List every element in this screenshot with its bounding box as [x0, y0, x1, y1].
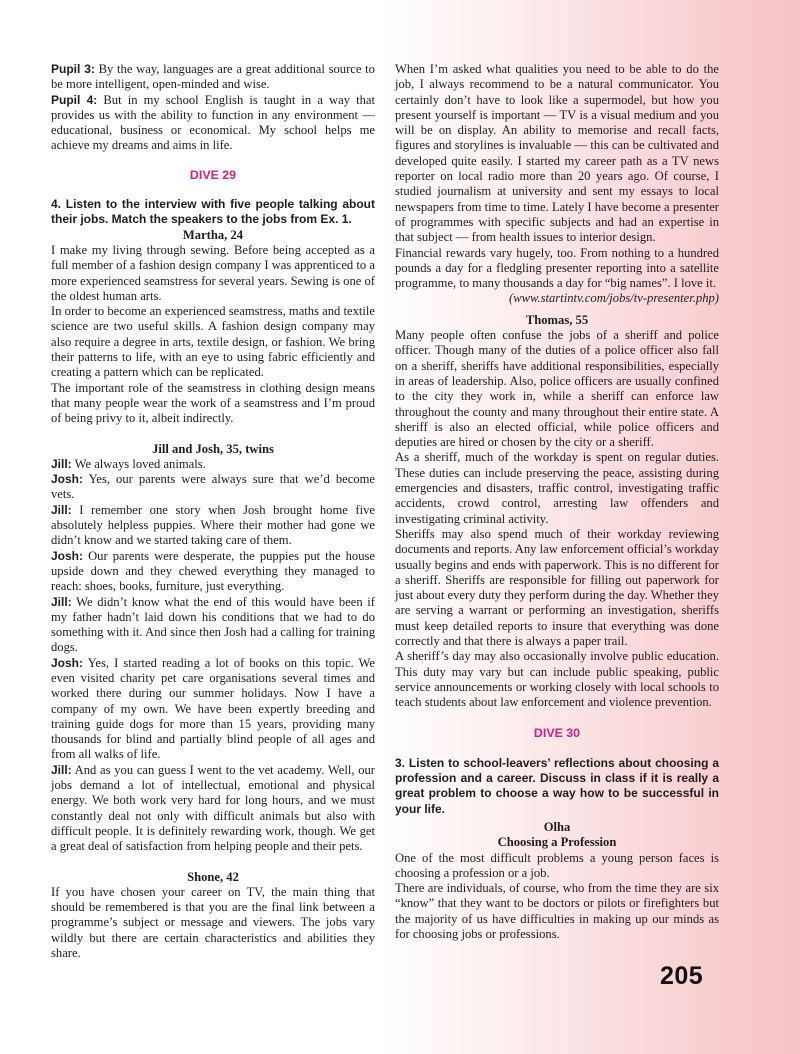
martha-paragraph: In order to become an experienced seamstress, maths and textile science are two useful skills. A fashion design company may also require a degree in arts, textile design, or fashion. We bring their patterns to life, with an eye to using fabric efficiently and creating a pattern which can be replicated.	[51, 304, 375, 380]
task-4-instructions: 4. Listen to the interview with five people talking about their jobs. Match the speakers to the jobs from Ex. 1.	[51, 197, 375, 227]
speaker-label: Pupil 3:	[51, 62, 95, 76]
twins-heading: Jill and Josh, 35, twins	[152, 441, 274, 456]
source-url: (www.startintv.com/jobs/tv-presenter.php)	[509, 291, 719, 306]
thomas-paragraph: Many people often confuse the jobs of a sheriff and police officer. Though many of the duties of a police officer also fall on a sheriff, sheriffs have additional responsibilities, especially in areas of leadership. Also, police officers are usually confined to the city they work in, while a sheriff can enforce law throughout the county and many throughout their entire state. A sheriff is also an elected official, while police officers and deputies are hired or chosen by the city or a sheriff.	[395, 328, 719, 450]
speaker-label: Josh:	[51, 472, 84, 487]
thomas-heading: Thomas, 55	[525, 312, 589, 327]
pupils-dialogue	[51, 62, 375, 154]
speaker-label: Jill:	[51, 594, 72, 609]
martha-paragraph: I make my living through sewing. Before being accepted as a full member of a fashion design company I was apprenticed to a more experienced seamstress for several years. Sewing is one of the oldest human arts.	[51, 242, 375, 303]
martha-heading: Martha, 24	[182, 227, 244, 242]
speaker-label: Pupil 4:	[51, 92, 98, 107]
dialogue-text: Yes, our parents were always sure that we’d become vets.	[51, 472, 375, 502]
dive-29-heading: DIVE 29	[189, 167, 237, 182]
dialogue-text: But in my school English is taught in a way that provides us with the ability to function in any environment — educational, business or economical. My school helps me achieve my dreams and aims in life.	[51, 92, 375, 153]
dialogue-text: And as you can guess I went to the vet academy. Well, our jobs demand a lot of intellectual, emotional and physical energy. We both work very hard for long hours, and we must constantly deal not only with difficult animals but also with difficult people. It is definitely rewarding work, though. We get a great deal of satisfaction from helping people and their pets.	[51, 762, 375, 854]
thomas-paragraph: As a sheriff, much of the workday is spent on regular duties. These duties can include preserving the peace, assisting during emergencies and disasters, traffic control, investigating traffic accidents, crowd control, arresting law offenders and investigating criminal activity.	[395, 450, 719, 526]
page-number: 205	[660, 962, 704, 990]
olha-name: Olha	[543, 819, 571, 834]
speaker-label: Josh:	[51, 655, 84, 670]
dialogue-text: Our parents were desperate, the puppies put the house upside down and they chewed everything they managed to reach: shoes, books, furniture, just everything.	[51, 548, 375, 594]
dialogue-text: By the way, languages are a great additional source to be more intelligent, open-minded and wise.	[51, 62, 375, 92]
speaker-label: Josh:	[51, 548, 84, 563]
shone-paragraph: If you have chosen your career on TV, the main thing that should be remembered is that you are the final link between a programme’s subject or message and viewers. The jobs vary wildly but there are certain characteristics and abilities they share.	[51, 884, 375, 961]
olha-paragraph: There are individuals, of course, who from the time they are six “know” that they want to be doctors or pilots or firefighters but the majority of us have difficulties in making up our minds as for choosing jobs or professions.	[395, 881, 719, 942]
dialogue-line	[51, 472, 375, 503]
thomas-paragraph: A sheriff’s day may also occasionally involve public education. This duty may vary but can include public speaking, public service announcements or working closely with local schools to teach students about law enforcement and violence prevention.	[395, 649, 719, 710]
olha-paragraph: One of the most difficult problems a young person faces is choosing a profession or a job.	[395, 850, 719, 880]
speaker-label: Jill:	[51, 502, 72, 517]
dialogue-line	[51, 503, 375, 549]
dialogue-line	[51, 62, 375, 93]
dialogue-text: I remember one story when Josh brought home five absolutely helpless puppies. Where their mother had gone we didn’t know and we started taking care of them.	[51, 502, 375, 548]
task-3-instructions: 3. Listen to school-leavers’ reflections about choosing a profession and a career. Discuss in class if it is really a great problem to choose a way how to be successful in your life.	[395, 755, 719, 816]
martha-paragraph: The important role of the seamstress in clothing design means that many people wear the work of a seamstress and I’m proud of being privy to it, albeit indirectly.	[51, 380, 375, 426]
dialogue-text: We always loved animals.	[71, 456, 206, 471]
right-column	[395, 62, 719, 942]
dialogue-line	[51, 93, 375, 154]
thomas-paragraph: Sheriffs may also spend much of their workday reviewing documents and reports. Any law enforcement official’s workday usually begins and ends with paperwork. This is no different for a sheriff. Sheriffs are responsible for filling out paperwork for just about every duty they perform during the day. Whether they are serving a warrant or performing an investigation, sheriffs must keep detailed reports to insure that everything was done correctly and that there is always a paper trail.	[395, 526, 719, 648]
speaker-label: Jill:	[51, 456, 72, 471]
dialogue-text: Yes, I started reading a lot of books on this topic. We even visited charity pet care organisations several times and worked there during our summer holidays. Now I have a company of my own. We have been expertly breeding and training guide dogs for more than 15 years, providing many thousands for blind and partially blind people of all ages and from all walks of life.	[51, 655, 375, 762]
dialogue-text: We didn’t know what the end of this would have been if my father hadn’t laid down his conditions that we had to do something with it. And since then Josh had a calling for training dogs.	[51, 594, 375, 655]
shone-heading: Shone, 42	[187, 869, 239, 884]
dialogue-line	[51, 763, 375, 855]
shone-paragraph: Financial rewards vary hugely, too. From nothing to a hundred pounds a day for a fledgling presenter reporting into a satellite programme, to many thousands a day for “big names”. I love it.	[395, 245, 719, 291]
dialogue-line	[51, 457, 375, 472]
dialogue-line	[51, 595, 375, 656]
dive-30-heading: DIVE 30	[533, 726, 581, 741]
source-citation	[395, 291, 719, 306]
dialogue-line	[51, 549, 375, 595]
dialogue-line	[51, 656, 375, 763]
speaker-label: Jill:	[51, 762, 72, 777]
left-column	[51, 62, 375, 961]
olha-title: Choosing a Profession	[497, 835, 617, 850]
shone-paragraph: When I’m asked what qualities you need to be able to do the job, I always recommend to be a natural communicator. You certainly don’t have to look like a supermodel, but how you present yourself is important — TV is a visual medium and you will be on display. An ability to memorise and recall facts, figures and storylines is invaluable — this can be cultivated and developed quite easily. I started my career path as a TV news reporter on local radio more than 20 years ago. Of course, I studied journalism at university and sent my essays to local newspapers from time to time. Lately I have become a presenter of programmes with specific subjects and had an expertise in that subject — from health issues to interior design.	[395, 62, 719, 245]
